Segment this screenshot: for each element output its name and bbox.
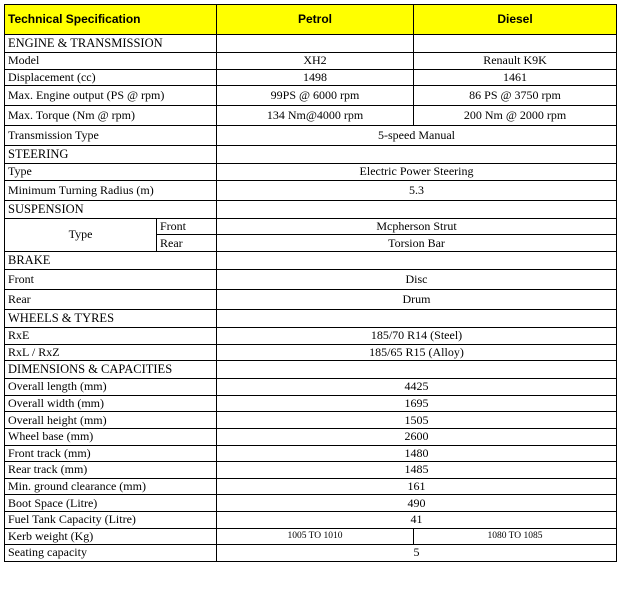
row-label: Overall width (mm) bbox=[5, 395, 217, 412]
shared-value: Drum bbox=[217, 289, 617, 309]
diesel-value: 200 Nm @ 2000 rpm bbox=[414, 106, 617, 126]
shared-value: 4425 bbox=[217, 379, 617, 396]
row-label: Wheel base (mm) bbox=[5, 428, 217, 445]
table-row bbox=[5, 445, 617, 462]
shared-value: 1485 bbox=[217, 462, 617, 479]
petrol-value: 1498 bbox=[217, 69, 414, 86]
sub-label: Front bbox=[157, 218, 217, 235]
row-label: Rear track (mm) bbox=[5, 462, 217, 479]
row-label: Type bbox=[5, 218, 157, 251]
table-row bbox=[5, 478, 617, 495]
shared-value: 490 bbox=[217, 495, 617, 512]
row-label: Max. Engine output (PS @ rpm) bbox=[5, 86, 217, 106]
table-row bbox=[5, 379, 617, 396]
section-suspension: SUSPENSION bbox=[5, 200, 217, 218]
row-label: Overall length (mm) bbox=[5, 379, 217, 396]
row-label: Seating capacity bbox=[5, 545, 217, 562]
shared-value: 2600 bbox=[217, 428, 617, 445]
section-row bbox=[5, 146, 617, 164]
diesel-value: 1080 TO 1085 bbox=[414, 528, 617, 545]
table-row bbox=[5, 269, 617, 289]
table-row bbox=[5, 86, 617, 106]
spec-table bbox=[4, 4, 617, 562]
row-label: Transmission Type bbox=[5, 126, 217, 146]
table-row bbox=[5, 511, 617, 528]
table-row bbox=[5, 528, 617, 545]
petrol-value: 134 Nm@4000 rpm bbox=[217, 106, 414, 126]
section-steering: STEERING bbox=[5, 146, 217, 164]
table-row bbox=[5, 126, 617, 146]
table-row bbox=[5, 180, 617, 200]
row-label: Rear bbox=[5, 289, 217, 309]
row-label: Minimum Turning Radius (m) bbox=[5, 180, 217, 200]
section-row bbox=[5, 200, 617, 218]
row-label: Displacement (cc) bbox=[5, 69, 217, 86]
diesel-value: Renault K9K bbox=[414, 53, 617, 70]
table-row bbox=[5, 164, 617, 181]
shared-value: 185/70 R14 (Steel) bbox=[217, 327, 617, 344]
row-label: Front track (mm) bbox=[5, 445, 217, 462]
shared-value: Electric Power Steering bbox=[217, 164, 617, 181]
section-engine: ENGINE & TRANSMISSION bbox=[5, 35, 217, 53]
row-label: RxL / RxZ bbox=[5, 344, 217, 361]
shared-value: 5.3 bbox=[217, 180, 617, 200]
table-row bbox=[5, 289, 617, 309]
row-label: Model bbox=[5, 53, 217, 70]
table-row bbox=[5, 53, 617, 70]
section-dimensions: DIMENSIONS & CAPACITIES bbox=[5, 361, 217, 379]
shared-value: 161 bbox=[217, 478, 617, 495]
petrol-value: 1005 TO 1010 bbox=[217, 528, 414, 545]
table-row bbox=[5, 218, 617, 235]
table-row bbox=[5, 327, 617, 344]
row-label: Kerb weight (Kg) bbox=[5, 528, 217, 545]
header-spec: Technical Specification bbox=[5, 5, 217, 35]
header-petrol: Petrol bbox=[217, 5, 414, 35]
row-label: Boot Space (Litre) bbox=[5, 495, 217, 512]
shared-value: 1505 bbox=[217, 412, 617, 429]
table-row bbox=[5, 462, 617, 479]
shared-value: Disc bbox=[217, 269, 617, 289]
table-row bbox=[5, 545, 617, 562]
row-label: Type bbox=[5, 164, 217, 181]
table-row bbox=[5, 106, 617, 126]
shared-value: 1480 bbox=[217, 445, 617, 462]
section-row bbox=[5, 361, 617, 379]
row-label: Front bbox=[5, 269, 217, 289]
shared-value: 1695 bbox=[217, 395, 617, 412]
row-label: Fuel Tank Capacity (Litre) bbox=[5, 511, 217, 528]
shared-value: 41 bbox=[217, 511, 617, 528]
section-wheels: WHEELS & TYRES bbox=[5, 309, 217, 327]
table-row bbox=[5, 428, 617, 445]
shared-value: 185/65 R15 (Alloy) bbox=[217, 344, 617, 361]
table-row bbox=[5, 395, 617, 412]
shared-value: Mcpherson Strut bbox=[217, 218, 617, 235]
shared-value: Torsion Bar bbox=[217, 235, 617, 252]
row-label: Overall height (mm) bbox=[5, 412, 217, 429]
petrol-value: XH2 bbox=[217, 53, 414, 70]
diesel-value: 1461 bbox=[414, 69, 617, 86]
table-row bbox=[5, 412, 617, 429]
header-diesel: Diesel bbox=[414, 5, 617, 35]
row-label: RxE bbox=[5, 327, 217, 344]
row-label: Min. ground clearance (mm) bbox=[5, 478, 217, 495]
shared-value: 5-speed Manual bbox=[217, 126, 617, 146]
section-row bbox=[5, 251, 617, 269]
row-label: Max. Torque (Nm @ rpm) bbox=[5, 106, 217, 126]
section-row bbox=[5, 309, 617, 327]
header-row bbox=[5, 5, 617, 35]
sub-label: Rear bbox=[157, 235, 217, 252]
table-row bbox=[5, 344, 617, 361]
section-row bbox=[5, 35, 617, 53]
petrol-value: 99PS @ 6000 rpm bbox=[217, 86, 414, 106]
shared-value: 5 bbox=[217, 545, 617, 562]
table-row bbox=[5, 495, 617, 512]
table-row bbox=[5, 69, 617, 86]
section-brake: BRAKE bbox=[5, 251, 217, 269]
diesel-value: 86 PS @ 3750 rpm bbox=[414, 86, 617, 106]
